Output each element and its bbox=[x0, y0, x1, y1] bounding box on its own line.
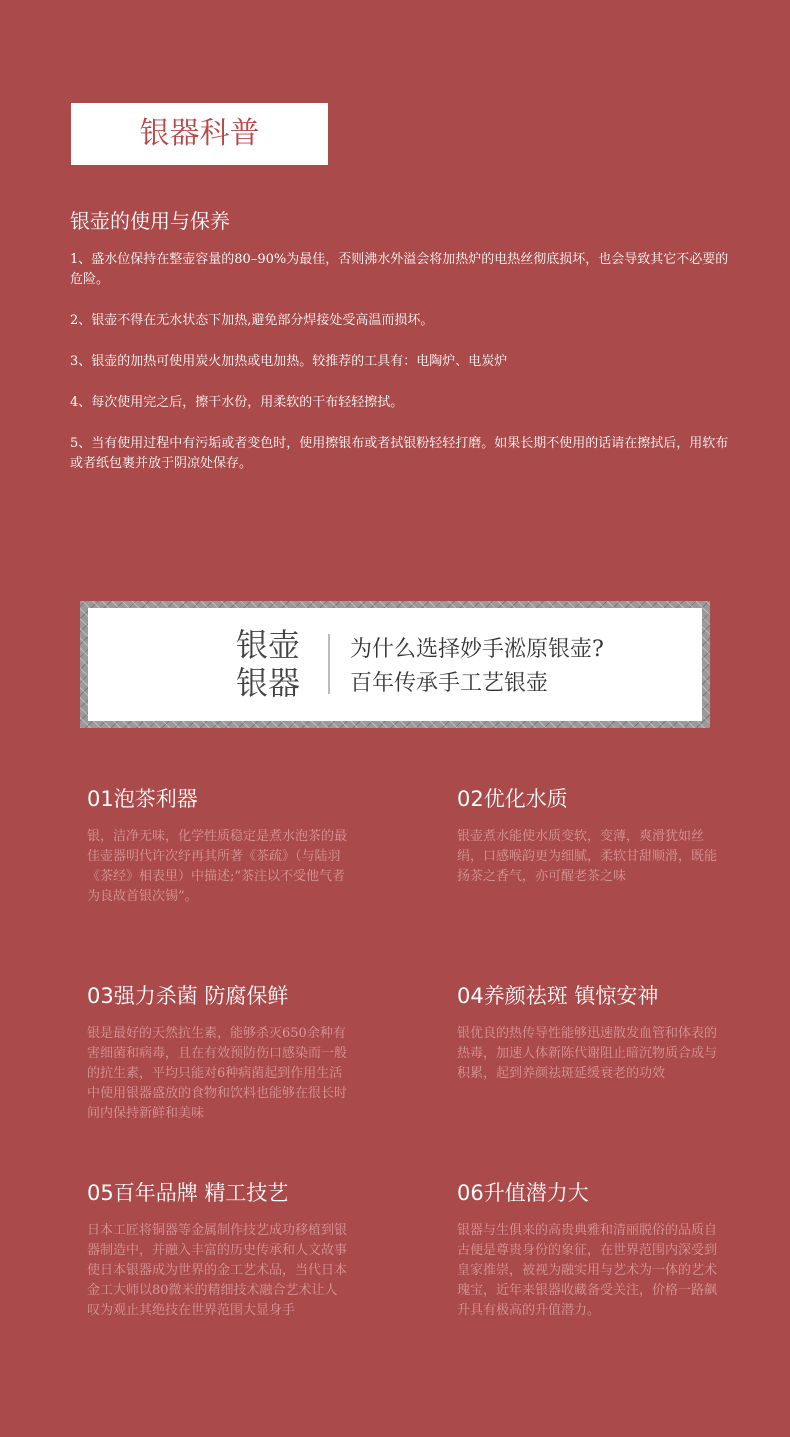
feature-item bbox=[457, 1177, 719, 1321]
banner-category-line2: 银器 bbox=[236, 664, 301, 702]
care-tip-1: 1、盛水位保持在整壶容量的80–90%为最佳，否则沸水外溢会将加热炉的电热丝彻底损坏，也会导致其它不必要的危险。 bbox=[70, 252, 729, 287]
feature-item bbox=[457, 980, 719, 1084]
feature-text: 银，洁净无味，化学性质稳定是煮水泡茶的最佳壶器明代许次纾再其所著《茶疏》（与陆羽《茶经》相表里）中描述;“茶注以不受他气者为良故首银次锡”。 bbox=[87, 829, 348, 904]
care-heading: 银壶的使用与保养 bbox=[70, 209, 230, 233]
feature-title: 06升值潜力大 bbox=[457, 1181, 589, 1205]
feature-title: 04养颜祛斑 镇惊安神 bbox=[457, 984, 659, 1008]
feature-item bbox=[87, 783, 349, 907]
section-title: 银器科普 bbox=[139, 116, 260, 151]
feature-title: 05百年品牌 精工技艺 bbox=[87, 1181, 289, 1205]
banner-subtitle: 百年传承手工艺银壶 bbox=[350, 671, 549, 696]
feature-text: 日本工匠将铜器等金属制作技艺成功移植到银器制造中，并融入丰富的历史传承和人文故事使日本银器成为世界的金工艺术品，当代日本金工大师以80微米的精细技术融合艺术让人叹为观止其绝技在世界范围大显身手 bbox=[87, 1223, 348, 1318]
feature-item bbox=[457, 783, 719, 887]
feature-item bbox=[87, 1177, 349, 1321]
feature-title: 03强力杀菌 防腐保鲜 bbox=[87, 984, 289, 1008]
feature-title: 01泡茶利器 bbox=[87, 787, 198, 811]
care-tip-5: 5、当有使用过程中有污垢或者变色时，使用擦银布或者拭银粉轻轻打磨。如果长期不使用的话请在擦拭后，用软布或者纸包裹并放于阴凉处保存。 bbox=[70, 436, 729, 471]
banner-category-line1: 银壶 bbox=[236, 626, 301, 664]
care-tip-3: 3、银壶的加热可使用炭火加热或电加热。较推荐的工具有：电陶炉、电炭炉 bbox=[70, 354, 508, 369]
section-title-box bbox=[71, 103, 328, 165]
feature-text: 银是最好的天然抗生素，能够杀灭650余种有害细菌和病毒，且在有效预防伤口感染而一般的抗生素，平均只能对6种病菌起到作用生活中使用银器盛放的食物和饮料也能够在很长时间内保持新鲜和美味 bbox=[87, 1026, 348, 1121]
why-choose-banner bbox=[80, 601, 710, 728]
banner-question: 为什么选择妙手淞原银壶? bbox=[350, 637, 604, 662]
feature-text: 银壶煮水能使水质变软，变薄，爽滑犹如丝绢，口感喉韵更为细腻，柔软甘甜顺滑，既能扬茶之香气，亦可醒老茶之味 bbox=[457, 829, 718, 884]
feature-text: 银器与生俱来的高贵典雅和清丽脱俗的品质自古便是尊贵身份的象征，在世界范围内深受到皇家推崇，被视为融实用与艺术为一体的艺术瑰宝，近年来银器收藏备受关注，价格一路飙升具有极高的升值潜力。 bbox=[457, 1223, 718, 1318]
feature-item bbox=[87, 980, 349, 1124]
banner-category bbox=[236, 626, 300, 702]
feature-title: 02优化水质 bbox=[457, 787, 568, 811]
care-tip-2: 2、银壶不得在无水状态下加热,避免部分焊接处受高温而损坏。 bbox=[70, 313, 434, 328]
banner-card bbox=[88, 608, 702, 721]
care-tips-list bbox=[70, 250, 730, 495]
feature-text: 银优良的热传导性能够迅速散发血管和体表的热毒，加速人体新陈代谢阻止暗沉物质合成与积累，起到养颜祛斑延缓衰老的功效 bbox=[457, 1026, 718, 1081]
care-tip-4: 4、每次使用完之后，擦干水份，用柔软的干布轻轻擦拭。 bbox=[70, 395, 404, 410]
banner-divider bbox=[328, 634, 330, 694]
